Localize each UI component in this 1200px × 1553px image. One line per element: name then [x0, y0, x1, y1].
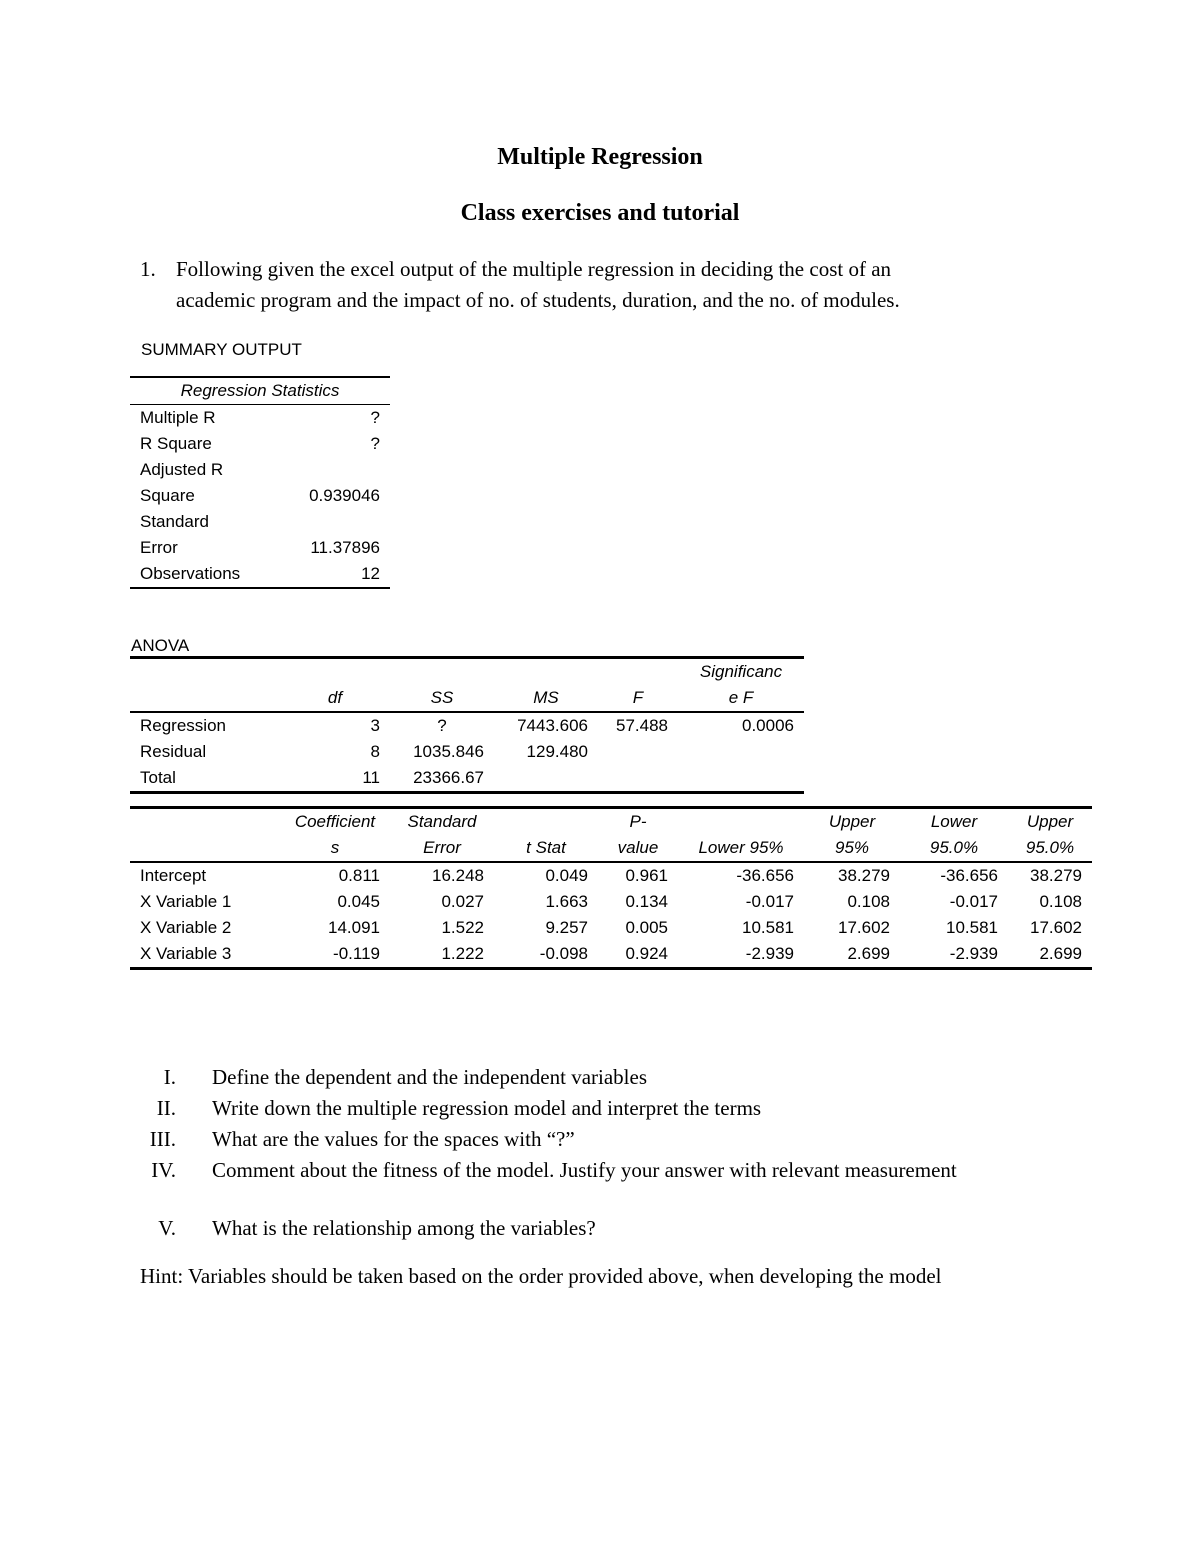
anova-label: ANOVA: [131, 636, 190, 655]
anova-header-df: df: [280, 685, 390, 712]
coef-l950: -0.017: [949, 892, 998, 911]
anova-ss: 1035.846: [413, 742, 484, 761]
coef-se: 1.522: [441, 918, 484, 937]
table-row: [130, 941, 1092, 969]
page-title: Multiple Regression: [497, 144, 703, 170]
stat-label: Multiple R: [140, 408, 216, 427]
coef-header-u950-2: 95.0%: [1008, 835, 1092, 862]
regression-statistics-header: Regression Statistics: [130, 377, 390, 405]
table-row: [130, 561, 390, 588]
coef-se: 16.248: [432, 866, 484, 885]
coef-row-name: X Variable 3: [140, 944, 232, 963]
coef-header-se-1: Standard: [407, 812, 477, 831]
question-text: Comment about the fitness of the model. Justify your answer with relevant measurement: [212, 1158, 957, 1182]
coef-t: 1.663: [545, 892, 588, 911]
table-row: [130, 712, 804, 739]
table-row: [130, 862, 1092, 889]
coef-l950: 10.581: [946, 918, 998, 937]
coef-u950: 2.699: [1039, 944, 1082, 963]
anova-ss: ?: [437, 716, 447, 735]
table-row: [130, 483, 390, 509]
anova-header-sig-2: e F: [678, 685, 804, 712]
coef-l95: 10.581: [742, 918, 794, 937]
coef-p: 0.924: [625, 944, 668, 963]
question-text: Write down the multiple regression model and interpret the terms: [212, 1096, 762, 1120]
table-row: [130, 431, 390, 457]
stat-value: ?: [370, 434, 380, 453]
table-row: [130, 457, 390, 483]
coef-u95: 2.699: [847, 944, 890, 963]
coef-row-name: Intercept: [140, 866, 207, 885]
coef-u950: 38.279: [1030, 866, 1082, 885]
coef-row-name: X Variable 1: [140, 892, 232, 911]
stat-label: R Square: [140, 434, 212, 453]
coef-u95: 0.108: [847, 892, 890, 911]
stat-label-cont: Square: [140, 486, 195, 505]
anova-df: 8: [370, 742, 380, 761]
stat-label: Observations: [140, 564, 241, 583]
anova-f: 57.488: [616, 716, 668, 735]
coef-se: 1.222: [441, 944, 484, 963]
coef-header-se-2: Error: [390, 835, 494, 862]
stat-value: 0.939046: [309, 486, 380, 505]
anova-row-name: Total: [140, 768, 176, 787]
stat-value: 11.37896: [310, 538, 380, 557]
anova-header-f: F: [598, 685, 678, 712]
table-row: [130, 405, 390, 432]
coef-header-p-2: value: [598, 835, 678, 862]
table-row: [130, 535, 390, 561]
anova-row-name: Residual: [140, 742, 207, 761]
table-row: [130, 509, 390, 535]
hint-text: Hint: Variables should be taken based on the order provided above, when developing the model: [140, 1264, 942, 1288]
question-1-line-2: academic program and the impact of no. of students, duration, and the no. of modules.: [176, 288, 900, 312]
roman-numeral: V.: [158, 1216, 176, 1240]
question-1: [140, 254, 1040, 316]
stat-label-cont: Error: [140, 538, 178, 557]
table-row: [130, 739, 804, 765]
coef-header-l950-2: 95.0%: [900, 835, 1008, 862]
anova-ms: [494, 765, 598, 793]
roman-numeral: I.: [163, 1065, 176, 1089]
coef-se: 0.027: [441, 892, 484, 911]
anova-header-ss: SS: [390, 685, 494, 712]
coef-t: 0.049: [545, 866, 588, 885]
anova-f: [598, 739, 678, 765]
coef-header-l95: Lower 95%: [678, 835, 804, 862]
coef-l95: -2.939: [745, 944, 794, 963]
question-text: What are the values for the spaces with “?”: [212, 1127, 575, 1151]
coef-l95: -36.656: [736, 866, 794, 885]
question-1-number: 1.: [140, 257, 156, 281]
roman-numeral: III.: [149, 1127, 176, 1151]
coef-row-name: X Variable 2: [140, 918, 232, 937]
list-item: [140, 1155, 1100, 1186]
coef-t: -0.098: [539, 944, 588, 963]
coef-value: 0.811: [338, 866, 380, 885]
coef-l950: -2.939: [949, 944, 998, 963]
coef-u95: 38.279: [838, 866, 890, 885]
coef-l950: -36.656: [940, 866, 998, 885]
coef-u950: 17.602: [1030, 918, 1082, 937]
anova-ms: 129.480: [526, 742, 588, 761]
question-text: What is the relationship among the variables?: [212, 1216, 596, 1240]
stat-label: Adjusted R: [140, 460, 224, 479]
question-1-line-1: Following given the excel output of the multiple regression in deciding the cost of an: [176, 257, 892, 281]
coef-header-u95-2: 95%: [804, 835, 900, 862]
anova-f: [598, 765, 678, 793]
anova-ss: 23366.67: [413, 768, 484, 787]
coef-header-p-1: P-: [629, 812, 647, 831]
stat-value: ?: [370, 408, 380, 427]
coef-header-l950-1: Lower: [930, 812, 978, 831]
anova-sig: [678, 739, 804, 765]
question-text: Define the dependent and the independent variables: [212, 1065, 647, 1089]
anova-sig: 0.0006: [742, 716, 794, 735]
anova-header-ms: MS: [494, 685, 598, 712]
list-item: [140, 1062, 1100, 1093]
roman-numeral: II.: [156, 1096, 176, 1120]
table-row: [130, 915, 1092, 941]
stat-value: 12: [361, 564, 380, 583]
coef-u95: 17.602: [838, 918, 890, 937]
list-item: [140, 1093, 1100, 1124]
coef-p: 0.961: [625, 866, 668, 885]
coef-p: 0.005: [625, 918, 668, 937]
anova-ms: 7443.606: [517, 716, 588, 735]
stat-label: Standard: [140, 512, 209, 531]
coef-header-u950-1: Upper: [1026, 812, 1074, 831]
coef-header-u95-1: Upper: [828, 812, 876, 831]
anova-sig: [678, 765, 804, 793]
coef-value: 14.091: [328, 918, 380, 937]
coef-header-coef-2: s: [280, 835, 390, 862]
coef-value: -0.119: [333, 944, 380, 963]
coef-header-coef-1: Coefficient: [294, 812, 376, 831]
coef-value: 0.045: [337, 892, 380, 911]
anova-df: 3: [370, 716, 380, 735]
coef-p: 0.134: [625, 892, 668, 911]
anova-row-name: Regression: [140, 716, 226, 735]
list-item: [140, 1124, 1100, 1155]
anova-header-sig-1: Significanc: [699, 662, 783, 681]
coef-header-t: t Stat: [494, 835, 598, 862]
coef-t: 9.257: [545, 918, 588, 937]
table-row: [130, 765, 804, 793]
coef-u950: 0.108: [1039, 892, 1082, 911]
anova-df: 11: [362, 768, 380, 787]
coef-l95: -0.017: [745, 892, 794, 911]
coefficients-table: [130, 806, 1092, 970]
anova-table: [130, 656, 804, 794]
regression-statistics-table: [130, 376, 390, 589]
roman-numeral: IV.: [151, 1158, 176, 1182]
table-row: [130, 889, 1092, 915]
summary-output-label: SUMMARY OUTPUT: [141, 340, 302, 359]
list-item: [140, 1213, 1100, 1244]
page-subtitle: Class exercises and tutorial: [460, 200, 740, 226]
